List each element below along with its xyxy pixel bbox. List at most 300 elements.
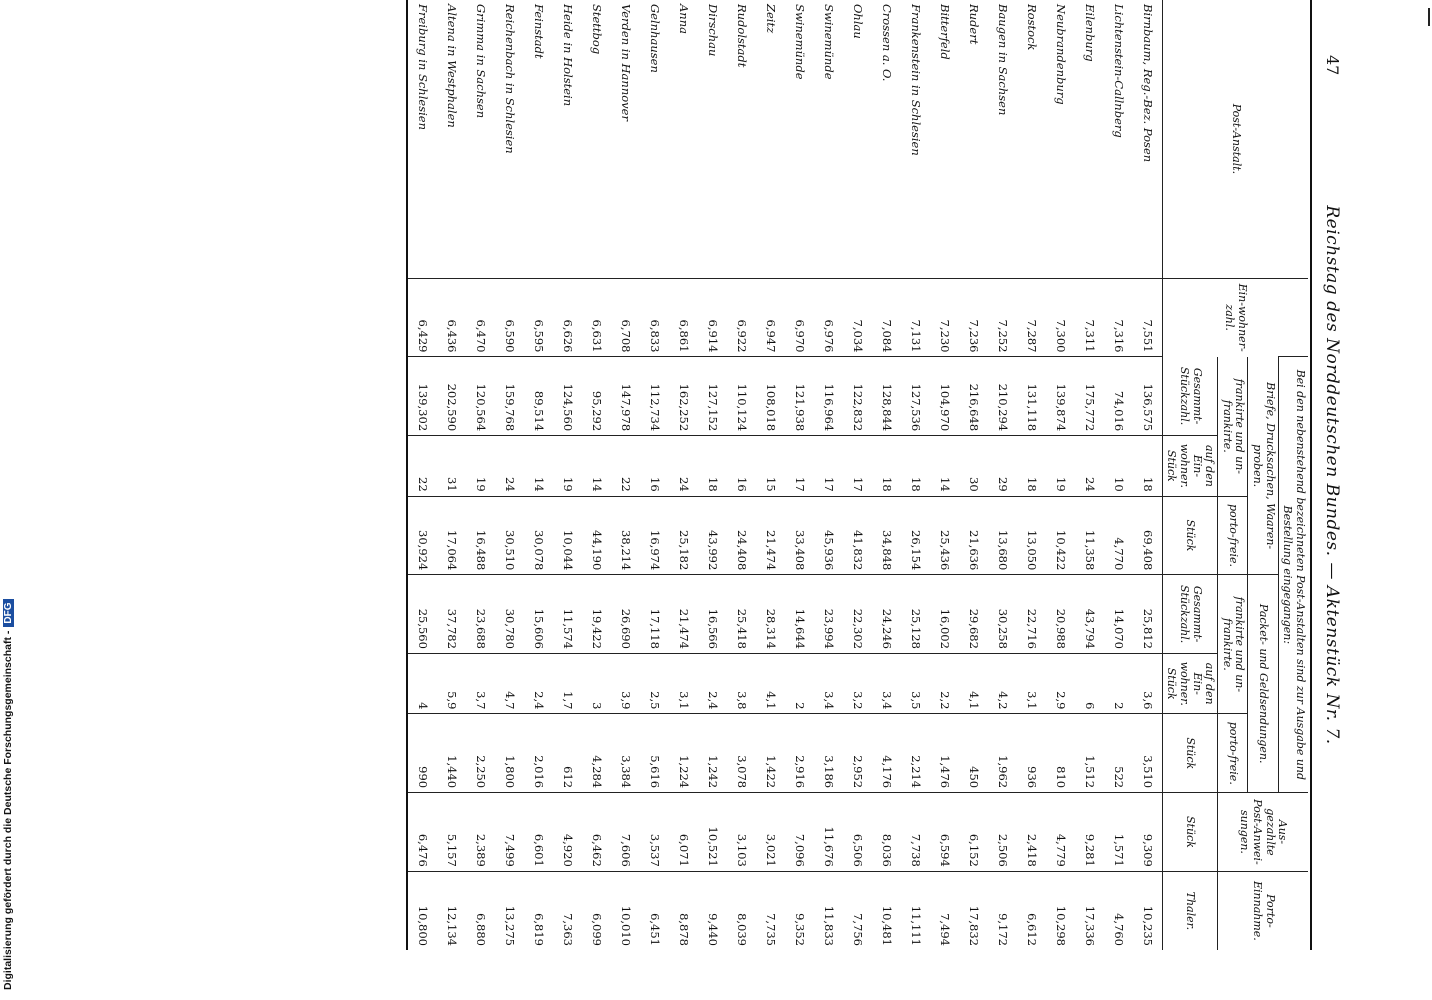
cell-parcels-free: 1,800 <box>495 714 524 793</box>
table-row <box>553 0 582 950</box>
cell-letters-free: 26,154 <box>901 496 930 575</box>
cell-parcels-per: 4 <box>407 653 437 714</box>
cell-letters-free: 44,190 <box>582 496 611 575</box>
cell-letters-per: 10 <box>1104 436 1133 497</box>
cell-letters-total: 127,152 <box>698 357 727 436</box>
cell-parcels-total: 28,314 <box>756 575 785 654</box>
cell-letters-per: 16 <box>640 436 669 497</box>
cell-revenue: 7,494 <box>930 871 959 950</box>
cell-parcels-free: 810 <box>1046 714 1075 793</box>
cell-letters-free: 11,358 <box>1075 496 1104 575</box>
cell-letters-total: 210,294 <box>988 357 1017 436</box>
cell-letters-per: 18 <box>1133 436 1163 497</box>
cell-letters-per: 30 <box>959 436 988 497</box>
header-letters-free-unit: Stück <box>1162 496 1218 575</box>
cell-revenue: 4,760 <box>1104 871 1133 950</box>
header-parcels-free: porto-freie. <box>1218 714 1248 793</box>
statistics-table <box>406 0 1308 950</box>
cell-parcels-per: 5,9 <box>437 653 466 714</box>
cell-parcels-per: 2,5 <box>640 653 669 714</box>
cell-letters-per: 18 <box>901 436 930 497</box>
cell-letters-total: 175,772 <box>1075 357 1104 436</box>
cell-letters-total: 147,978 <box>611 357 640 436</box>
table-row <box>407 0 437 950</box>
cell-place: Bitterfeld <box>937 4 952 60</box>
cell-letters-total: 104,970 <box>930 357 959 436</box>
cell-parcels-free: 936 <box>1017 714 1046 793</box>
cell-revenue: 6,819 <box>524 871 553 950</box>
cell-letters-per: 16 <box>727 436 756 497</box>
cell-parcels-free: 4,176 <box>872 714 901 793</box>
table-row <box>1017 0 1046 950</box>
cell-population: 7,236 <box>959 278 988 357</box>
cell-revenue: 6,880 <box>466 871 495 950</box>
cell-revenue: 9,440 <box>698 871 727 950</box>
cell-letters-per: 31 <box>437 436 466 497</box>
cell-place: Freiburg in Schlesien <box>407 0 437 278</box>
cell-revenue: 17,336 <box>1075 871 1104 950</box>
cell-letters-free: 69,408 <box>1133 496 1163 575</box>
cell-letters-total: 112,734 <box>640 357 669 436</box>
cell-parcels-free: 3,510 <box>1133 714 1163 793</box>
cell-population: 7,551 <box>1133 278 1163 357</box>
cell-place: Ohlau <box>850 4 865 39</box>
cell-place: Rudolstadt <box>734 4 749 68</box>
cell-letters-total: 162,252 <box>669 357 698 436</box>
cell-revenue: 11,111 <box>901 871 930 950</box>
page-edge-mark <box>1428 8 1430 26</box>
cell-parcels-free: 3,078 <box>727 714 756 793</box>
cell-letters-per: 17 <box>843 436 872 497</box>
header-parcels-per-unit: Stück <box>1165 667 1179 700</box>
cell-place: Heide in Holstein <box>560 4 575 107</box>
cell-money-orders: 6,601 <box>524 793 553 872</box>
cell-letters-total: 74,016 <box>1104 357 1133 436</box>
header-group-main: Bei den nebenstehend bezeichneten Post-Anstalten sind zur Ausgabe und Bestellung eingegangen: <box>1278 357 1308 793</box>
cell-parcels-total: 22,302 <box>843 575 872 654</box>
cell-place: Verden in Hannover <box>618 4 633 121</box>
cell-parcels-total: 22,716 <box>1017 575 1046 654</box>
cell-money-orders: 3,103 <box>727 793 756 872</box>
cell-parcels-free: 450 <box>959 714 988 793</box>
cell-parcels-total: 15,606 <box>524 575 553 654</box>
cell-population: 6,861 <box>669 278 698 357</box>
cell-parcels-total: 19,422 <box>582 575 611 654</box>
header-letters-sub: frankirte und un-frankirte. <box>1218 357 1248 496</box>
cell-parcels-per: 2 <box>1104 653 1133 714</box>
cell-letters-free: 10,044 <box>553 496 582 575</box>
cell-parcels-per: 3,7 <box>466 653 495 714</box>
cell-letters-per: 18 <box>698 436 727 497</box>
cell-money-orders: 7,606 <box>611 793 640 872</box>
cell-place: Swinemünde <box>821 4 836 80</box>
cell-money-orders: 6,506 <box>843 793 872 872</box>
cell-parcels-total: 25,812 <box>1133 575 1163 654</box>
cell-parcels-free: 3,186 <box>814 714 843 793</box>
cell-parcels-total: 16,566 <box>698 575 727 654</box>
cell-place: Frankenstein in Schlesien <box>908 4 923 156</box>
top-rule <box>1310 0 1312 950</box>
cell-population: 7,230 <box>930 278 959 357</box>
table-row <box>495 0 524 950</box>
cell-parcels-total: 24,246 <box>872 575 901 654</box>
header-letters-total: Gesammt-Stückzahl. <box>1162 357 1218 436</box>
cell-money-orders: 10,521 <box>698 793 727 872</box>
cell-revenue: 10,010 <box>611 871 640 950</box>
cell-letters-free: 24,408 <box>727 496 756 575</box>
cell-letters-per: 17 <box>785 436 814 497</box>
header-parcels-group: Packet- und Geldsendungen. <box>1248 575 1278 793</box>
cell-letters-free: 13,680 <box>988 496 1017 575</box>
cell-letters-per: 24 <box>669 436 698 497</box>
cell-place: Zeitz <box>763 4 778 34</box>
cell-letters-total: 95,292 <box>582 357 611 436</box>
cell-parcels-free: 612 <box>553 714 582 793</box>
cell-letters-total: 122,832 <box>843 357 872 436</box>
cell-parcels-per: 3 <box>582 653 611 714</box>
cell-population: 6,708 <box>611 278 640 357</box>
cell-place: Rudert <box>966 4 981 45</box>
cell-money-orders: 1,571 <box>1104 793 1133 872</box>
cell-parcels-per: 2,4 <box>698 653 727 714</box>
cell-revenue: 10,800 <box>407 871 437 950</box>
table-row <box>1046 0 1075 950</box>
cell-letters-per: 14 <box>930 436 959 497</box>
cell-population: 7,084 <box>872 278 901 357</box>
cell-parcels-total: 14,070 <box>1104 575 1133 654</box>
header-parcels-per <box>1162 653 1218 714</box>
cell-money-orders: 6,071 <box>669 793 698 872</box>
cell-parcels-total: 17,118 <box>640 575 669 654</box>
cell-parcels-free: 1,242 <box>698 714 727 793</box>
page-number: 47 <box>1323 55 1342 76</box>
cell-population: 6,436 <box>437 278 466 357</box>
cell-revenue: 6,612 <box>1017 871 1046 950</box>
cell-parcels-total: 11,574 <box>553 575 582 654</box>
cell-place: Feinstadt <box>531 4 546 59</box>
cell-money-orders: 6,462 <box>582 793 611 872</box>
cell-letters-free: 25,436 <box>930 496 959 575</box>
cell-letters-free: 38,214 <box>611 496 640 575</box>
cell-parcels-total: 30,258 <box>988 575 1017 654</box>
cell-parcels-free: 4,284 <box>582 714 611 793</box>
cell-parcels-total: 25,418 <box>727 575 756 654</box>
cell-parcels-free: 2,952 <box>843 714 872 793</box>
cell-parcels-free: 1,224 <box>669 714 698 793</box>
dfg-logo: DFG <box>3 600 14 627</box>
table-row <box>466 0 495 950</box>
cell-parcels-per: 3,5 <box>901 653 930 714</box>
cell-parcels-per: 3,1 <box>1017 653 1046 714</box>
cell-parcels-per: 4,7 <box>495 653 524 714</box>
cell-letters-total: 139,302 <box>407 357 437 436</box>
cell-parcels-per: 3,4 <box>872 653 901 714</box>
cell-parcels-total: 16,002 <box>930 575 959 654</box>
cell-letters-total: 131,118 <box>1017 357 1046 436</box>
cell-parcels-total: 25,560 <box>407 575 437 654</box>
cell-letters-per: 18 <box>1017 436 1046 497</box>
cell-population: 6,914 <box>698 278 727 357</box>
cell-parcels-free: 990 <box>407 714 437 793</box>
cell-place: Reichenbach in Schlesien <box>502 4 517 154</box>
cell-place: Gelnhausen <box>647 4 662 73</box>
cell-population: 7,287 <box>1017 278 1046 357</box>
cell-population: 7,034 <box>843 278 872 357</box>
cell-revenue: 7,363 <box>553 871 582 950</box>
cell-letters-per: 15 <box>756 436 785 497</box>
cell-letters-total: 139,874 <box>1046 357 1075 436</box>
cell-parcels-per: 4,1 <box>756 653 785 714</box>
cell-revenue: 8,878 <box>669 871 698 950</box>
cell-population: 7,311 <box>1075 278 1104 357</box>
cell-parcels-per: 2,2 <box>930 653 959 714</box>
cell-parcels-total: 23,994 <box>814 575 843 654</box>
cell-parcels-free: 1,440 <box>437 714 466 793</box>
cell-letters-total: 89,514 <box>524 357 553 436</box>
cell-population: 7,300 <box>1046 278 1075 357</box>
cell-place: Dirschau <box>705 4 720 57</box>
cell-parcels-per: 3,6 <box>1133 653 1163 714</box>
cell-money-orders: 7,096 <box>785 793 814 872</box>
table-row <box>1104 0 1133 950</box>
table-row <box>524 0 553 950</box>
cell-parcels-free: 5,616 <box>640 714 669 793</box>
cell-letters-free: 17,064 <box>437 496 466 575</box>
cell-letters-per: 17 <box>814 436 843 497</box>
cell-money-orders: 2,506 <box>988 793 1017 872</box>
cell-population: 7,316 <box>1104 278 1133 357</box>
cell-parcels-per: 2 <box>785 653 814 714</box>
cell-letters-per: 19 <box>466 436 495 497</box>
table-row <box>814 0 843 950</box>
cell-parcels-per: 2,9 <box>1046 653 1075 714</box>
cell-revenue: 17,832 <box>959 871 988 950</box>
cell-money-orders: 5,157 <box>437 793 466 872</box>
header-revenue: Porto-Einnahme. <box>1218 871 1308 950</box>
table-row <box>988 0 1017 950</box>
cell-parcels-per: 1,7 <box>553 653 582 714</box>
cell-letters-per: 22 <box>407 436 437 497</box>
cell-revenue: 10,481 <box>872 871 901 950</box>
cell-revenue: 6,451 <box>640 871 669 950</box>
cell-parcels-total: 20,988 <box>1046 575 1075 654</box>
cell-letters-free: 34,848 <box>872 496 901 575</box>
cell-letters-total: 124,560 <box>553 357 582 436</box>
cell-letters-total: 136,575 <box>1133 357 1163 436</box>
cell-parcels-free: 2,214 <box>901 714 930 793</box>
table-row <box>640 0 669 950</box>
cell-letters-per: 19 <box>1046 436 1075 497</box>
cell-revenue: 8,039 <box>727 871 756 950</box>
table-row <box>785 0 814 950</box>
cell-parcels-free: 2,016 <box>524 714 553 793</box>
cell-parcels-per: 3,9 <box>611 653 640 714</box>
header-parcels-sub: frankirte und un-frankirte. <box>1218 575 1248 714</box>
table-row <box>437 0 466 950</box>
cell-money-orders: 2,389 <box>466 793 495 872</box>
cell-population: 7,252 <box>988 278 1017 357</box>
cell-parcels-free: 1,962 <box>988 714 1017 793</box>
header-parcels-total: Gesammt-Stückzahl. <box>1162 575 1218 654</box>
cell-place: Altena in Westphalen <box>444 4 459 128</box>
header-population: Ein-wohner-zahl. <box>1162 278 1308 357</box>
cell-parcels-free: 1,476 <box>930 714 959 793</box>
cell-revenue: 7,756 <box>843 871 872 950</box>
cell-parcels-total: 37,782 <box>437 575 466 654</box>
table-row <box>930 0 959 950</box>
header-letters-per <box>1162 436 1218 497</box>
cell-place: Swinemünde <box>792 4 807 80</box>
cell-letters-free: 4,770 <box>1104 496 1133 575</box>
cell-letters-free: 43,992 <box>698 496 727 575</box>
table-row <box>959 0 988 950</box>
cell-letters-free: 33,408 <box>785 496 814 575</box>
cell-revenue: 10,298 <box>1046 871 1075 950</box>
table-body <box>407 0 1163 950</box>
table-row <box>611 0 640 950</box>
cell-parcels-total: 21,474 <box>669 575 698 654</box>
header-place: Post-Anstalt. <box>1162 0 1308 278</box>
cell-money-orders: 8,036 <box>872 793 901 872</box>
table-row <box>669 0 698 950</box>
cell-place: Neubrandenburg <box>1053 4 1068 105</box>
cell-parcels-per: 3,8 <box>727 653 756 714</box>
cell-revenue: 6,099 <box>582 871 611 950</box>
cell-letters-free: 30,078 <box>524 496 553 575</box>
cell-parcels-free: 2,250 <box>466 714 495 793</box>
cell-parcels-total: 25,128 <box>901 575 930 654</box>
cell-letters-total: 110,124 <box>727 357 756 436</box>
cell-population: 6,595 <box>524 278 553 357</box>
cell-parcels-total: 29,682 <box>959 575 988 654</box>
cell-money-orders: 9,309 <box>1133 793 1163 872</box>
cell-letters-per: 18 <box>872 436 901 497</box>
cell-parcels-per: 6 <box>1075 653 1104 714</box>
cell-letters-per: 14 <box>582 436 611 497</box>
header-parcels-free-unit: Stück <box>1162 714 1218 793</box>
table-row <box>1133 0 1163 950</box>
cell-parcels-per: 4,1 <box>959 653 988 714</box>
cell-place: Anna <box>676 4 691 34</box>
cell-revenue: 11,833 <box>814 871 843 950</box>
cell-letters-free: 25,182 <box>669 496 698 575</box>
dfg-footer-text: Digitalisierung gefördert durch die Deutsche Forschungsgemeinschaft - <box>2 630 14 990</box>
cell-letters-total: 127,536 <box>901 357 930 436</box>
cell-parcels-total: 26,690 <box>611 575 640 654</box>
cell-population: 6,470 <box>466 278 495 357</box>
cell-letters-free: 30,924 <box>407 496 437 575</box>
cell-letters-per: 29 <box>988 436 1017 497</box>
header-money-orders-unit: Stück <box>1162 793 1218 872</box>
cell-parcels-free: 2,916 <box>785 714 814 793</box>
cell-money-orders: 4,779 <box>1046 793 1075 872</box>
cell-money-orders: 6,476 <box>407 793 437 872</box>
cell-letters-total: 116,964 <box>814 357 843 436</box>
table-row <box>727 0 756 950</box>
cell-place: Stettbog <box>589 4 604 55</box>
cell-letters-per: 19 <box>553 436 582 497</box>
cell-population: 6,922 <box>727 278 756 357</box>
cell-parcels-per: 2,4 <box>524 653 553 714</box>
cell-money-orders: 6,594 <box>930 793 959 872</box>
cell-parcels-total: 43,794 <box>1075 575 1104 654</box>
cell-parcels-per: 3,2 <box>843 653 872 714</box>
cell-parcels-free: 1,422 <box>756 714 785 793</box>
cell-money-orders: 2,418 <box>1017 793 1046 872</box>
cell-parcels-total: 14,644 <box>785 575 814 654</box>
cell-population: 7,131 <box>901 278 930 357</box>
cell-money-orders: 3,537 <box>640 793 669 872</box>
cell-population: 6,970 <box>785 278 814 357</box>
cell-money-orders: 9,281 <box>1075 793 1104 872</box>
cell-parcels-free: 3,384 <box>611 714 640 793</box>
cell-money-orders: 7,738 <box>901 793 930 872</box>
cell-letters-per: 14 <box>524 436 553 497</box>
cell-population: 6,429 <box>407 278 437 357</box>
cell-letters-total: 216,648 <box>959 357 988 436</box>
header-money-orders: Aus-gezahlte Post-Anwei-sungen. <box>1218 793 1308 872</box>
cell-letters-free: 30,510 <box>495 496 524 575</box>
cell-parcels-free: 522 <box>1104 714 1133 793</box>
cell-letters-free: 16,974 <box>640 496 669 575</box>
cell-revenue: 9,352 <box>785 871 814 950</box>
cell-place: Rostock <box>1024 4 1039 51</box>
cell-letters-total: 159,768 <box>495 357 524 436</box>
cell-letters-per: 22 <box>611 436 640 497</box>
cell-population: 6,976 <box>814 278 843 357</box>
cell-letters-free: 21,474 <box>756 496 785 575</box>
cell-money-orders: 11,676 <box>814 793 843 872</box>
cell-money-orders: 7,499 <box>495 793 524 872</box>
cell-letters-free: 21,636 <box>959 496 988 575</box>
table-row <box>872 0 901 950</box>
table-row <box>1075 0 1104 950</box>
cell-place: Eilenburg <box>1082 4 1097 62</box>
header-letters-per-unit: Stück <box>1165 449 1179 482</box>
cell-population: 6,590 <box>495 278 524 357</box>
cell-population: 6,947 <box>756 278 785 357</box>
cell-revenue: 9,172 <box>988 871 1017 950</box>
header-parcels-per-label: auf den Ein-wohner. <box>1177 661 1217 706</box>
cell-place: Birnbaum, Reg.-Bez. Posen <box>1140 4 1155 163</box>
cell-letters-free: 10,422 <box>1046 496 1075 575</box>
cell-place: Lichtenstein-Callnberg <box>1111 4 1126 138</box>
cell-population: 6,631 <box>582 278 611 357</box>
header-revenue-unit: Thaler. <box>1162 871 1218 950</box>
cell-letters-free: 45,936 <box>814 496 843 575</box>
header-letters-per-label: auf den Ein-wohner. <box>1177 443 1217 489</box>
cell-parcels-per: 4,2 <box>988 653 1017 714</box>
cell-letters-per: 24 <box>1075 436 1104 497</box>
cell-parcels-total: 23,688 <box>466 575 495 654</box>
cell-place: Baugen in Sachsen <box>995 4 1010 116</box>
header-letters-free: porto-freie. <box>1218 496 1248 575</box>
table-row <box>756 0 785 950</box>
running-head: Reichstag des Norddeutschen Bundes. — Aktenstück Nr. 7. <box>1322 205 1342 745</box>
cell-place: Grimma in Sachsen <box>473 4 488 119</box>
cell-parcels-free: 1,512 <box>1075 714 1104 793</box>
table-row <box>582 0 611 950</box>
cell-letters-total: 128,844 <box>872 357 901 436</box>
cell-parcels-per: 3,4 <box>814 653 843 714</box>
cell-parcels-per: 3,1 <box>669 653 698 714</box>
cell-money-orders: 4,920 <box>553 793 582 872</box>
cell-letters-per: 24 <box>495 436 524 497</box>
cell-money-orders: 6,152 <box>959 793 988 872</box>
cell-parcels-total: 30,780 <box>495 575 524 654</box>
cell-letters-total: 121,938 <box>785 357 814 436</box>
dfg-footer <box>2 600 16 990</box>
